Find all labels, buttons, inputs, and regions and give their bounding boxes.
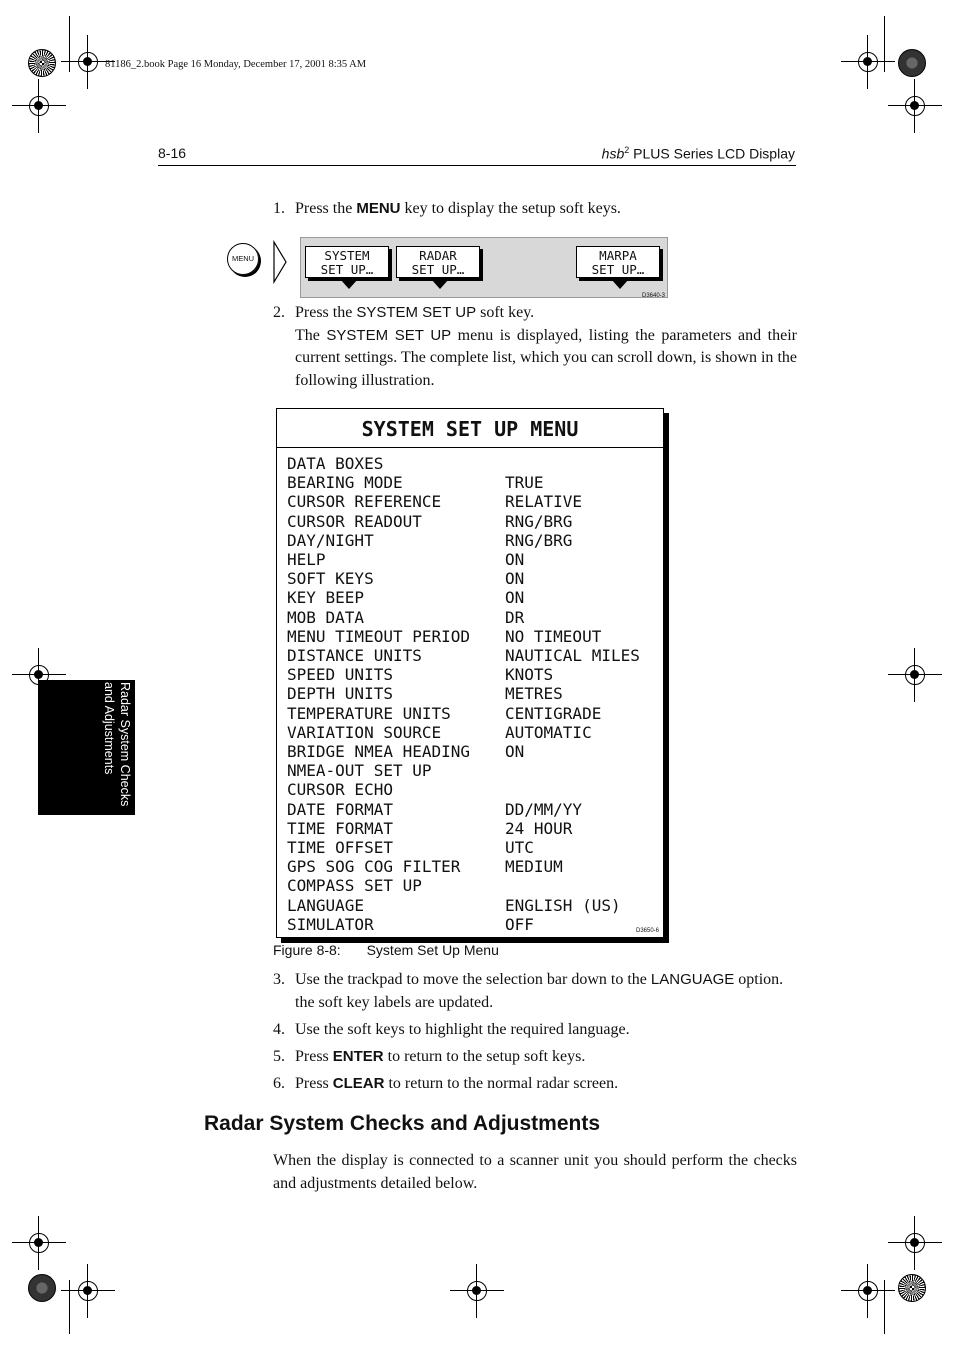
crosshair-mark (898, 658, 932, 692)
step-number: 3. (273, 971, 285, 988)
menu-row-label: COMPASS SET UP (287, 876, 422, 896)
step-number: 6. (273, 1075, 285, 1092)
menu-row-value: ON (505, 569, 525, 589)
menu-row-label: BEARING MODE (287, 473, 403, 493)
menu-key-icon (227, 243, 259, 275)
softkey-label: SET UP… (411, 262, 465, 277)
menu-row-label: MENU TIMEOUT PERIOD (287, 626, 471, 646)
menu-row[interactable] (287, 492, 583, 512)
menu-row[interactable] (287, 838, 534, 857)
figure-number: Figure 8-8: (273, 942, 341, 958)
menu-row[interactable] (287, 530, 573, 550)
menu-row[interactable] (287, 780, 393, 799)
step-text: Use the trackpad to move the selection bar down to the (295, 971, 651, 988)
menu-row-value: ENGLISH (US) (505, 895, 621, 915)
softkey-label: SYSTEM (324, 248, 370, 263)
step-text: Use the soft keys to highlight the required language. (295, 1021, 630, 1038)
menu-row[interactable] (287, 550, 525, 569)
chapter-side-tab (38, 680, 135, 815)
menu-row-label: DAY/NIGHT (287, 530, 374, 550)
section-heading: Radar System Checks and Adjustments (204, 1112, 601, 1135)
menu-row[interactable] (287, 684, 563, 704)
menu-name: SYSTEM SET UP (326, 326, 452, 344)
option-name: LANGUAGE (650, 971, 735, 988)
menu-row-value: UTC (505, 838, 534, 857)
crosshair-mark (460, 1274, 494, 1308)
menu-row-value: RNG/BRG (505, 511, 573, 531)
step-text: Press (295, 1075, 333, 1092)
running-title-sup: 2 (624, 145, 630, 155)
menu-row[interactable] (287, 569, 525, 589)
menu-row-label: TIME FORMAT (287, 818, 393, 838)
menu-row[interactable] (287, 761, 432, 780)
figure-caption (273, 942, 499, 958)
side-tab-line: Radar System Checks (118, 682, 132, 807)
menu-row-value: ON (505, 550, 525, 569)
menu-row[interactable] (287, 646, 640, 665)
menu-row[interactable] (287, 876, 422, 895)
softkey-strip (300, 237, 668, 298)
section-paragraph: When the display is connected to a scanner unit you should perform the checks and adjustments detailed below. (273, 1152, 797, 1192)
menu-row-label: MOB DATA (287, 607, 365, 627)
menu-row-value: CENTIGRADE (505, 703, 602, 723)
menu-row[interactable] (287, 742, 525, 761)
crosshair-mark (898, 89, 932, 123)
menu-row[interactable] (287, 626, 602, 646)
crop-line (69, 1280, 70, 1334)
menu-row-label: CURSOR REFERENCE (287, 492, 442, 512)
header-rule (158, 165, 796, 166)
step-text: soft key. (476, 304, 535, 321)
menu-row-label: DATA BOXES (287, 454, 384, 473)
figure-reference: D3650-6 (635, 928, 659, 934)
step-text: to return to the setup soft keys. (383, 1048, 586, 1065)
menu-row-value: RNG/BRG (505, 530, 573, 550)
running-title-rest: PLUS Series LCD Display (629, 145, 795, 162)
menu-row[interactable] (287, 454, 383, 473)
menu-row-value: ON (505, 742, 525, 761)
step-text: Press (295, 1048, 333, 1065)
crop-line (884, 1280, 885, 1334)
menu-row-label: DISTANCE UNITS (287, 646, 422, 665)
crosshair-mark (22, 89, 56, 123)
menu-row[interactable] (287, 473, 544, 493)
menu-row-label: SPEED UNITS (287, 665, 393, 685)
menu-row-label: TIME OFFSET (287, 838, 393, 857)
system-setup-menu (276, 408, 664, 938)
step-text: Press the (295, 200, 357, 217)
registration-sunburst-mark (28, 49, 56, 77)
menu-row[interactable] (287, 722, 592, 742)
side-tab-line: and Adjustments (102, 682, 116, 775)
menu-title: SYSTEM SET UP MENU (277, 409, 663, 448)
menu-row-label: CURSOR READOUT (287, 511, 422, 531)
page-number: 8-16 (158, 145, 187, 161)
softkey-system-setup[interactable] (305, 246, 389, 278)
menu-row-label: GPS SOG COG FILTER (287, 857, 461, 877)
menu-row-value: KNOTS (505, 665, 554, 685)
registration-tone-mark (898, 49, 926, 77)
menu-row[interactable] (287, 665, 554, 685)
menu-row-value: OFF (505, 914, 534, 934)
registration-tone-mark (28, 1274, 56, 1302)
step-number: 2. (273, 304, 285, 321)
running-title (602, 145, 795, 162)
crosshair-mark (22, 1226, 56, 1260)
menu-row-label: TEMPERATURE UNITS (287, 703, 451, 723)
menu-name: SYSTEM SET UP (356, 304, 477, 321)
softkey-label: SET UP… (320, 262, 374, 277)
step-number: 1. (273, 200, 285, 217)
menu-row[interactable] (287, 818, 573, 838)
key-name: MENU (356, 200, 401, 217)
menu-row-value: NO TIMEOUT (505, 626, 602, 646)
crop-line (884, 16, 885, 72)
menu-row-value: AUTOMATIC (505, 722, 592, 742)
crop-line (69, 16, 70, 72)
step-number: 4. (273, 1021, 285, 1038)
menu-row[interactable] (287, 511, 573, 531)
menu-row-value: MEDIUM (505, 857, 563, 877)
menu-row[interactable] (287, 588, 525, 608)
menu-row[interactable] (287, 914, 534, 934)
menu-row-label: VARIATION SOURCE (287, 722, 442, 742)
crosshair-mark (71, 1274, 105, 1308)
menu-row-label: SIMULATOR (287, 914, 374, 934)
softkey-label: MARPA (599, 248, 637, 263)
menu-row-value: TRUE (505, 473, 544, 493)
menu-row-label: KEY BEEP (287, 588, 365, 608)
menu-row-value: NAUTICAL MILES (505, 646, 640, 665)
menu-row[interactable] (287, 799, 583, 819)
menu-row-label: SOFT KEYS (287, 569, 374, 589)
menu-row-value: METRES (505, 684, 563, 704)
menu-row-value: 24 HOUR (505, 818, 573, 838)
menu-row-label: LANGUAGE (287, 895, 365, 915)
running-title-italic: hsb (601, 145, 625, 162)
menu-row-value: ON (505, 588, 525, 608)
step-text: Press the (295, 304, 357, 321)
menu-row[interactable] (287, 895, 621, 915)
menu-row[interactable] (287, 857, 563, 877)
key-name: ENTER (332, 1048, 384, 1065)
menu-row-value: RELATIVE (505, 492, 583, 512)
menu-row-label: CURSOR ECHO (287, 780, 393, 800)
key-name: CLEAR (332, 1075, 385, 1092)
step-text: The (295, 326, 327, 344)
crosshair-mark (898, 1226, 932, 1260)
softkey-radar-setup[interactable] (396, 246, 480, 278)
menu-row[interactable] (287, 607, 525, 627)
softkey-label: SET UP… (591, 262, 645, 277)
print-slug: 81186_2.book Page 16 Monday, December 17, 2001 8:35 AM (105, 59, 367, 70)
crosshair-mark (71, 45, 105, 79)
menu-row-value: DD/MM/YY (505, 799, 583, 819)
menu-row-value: DR (505, 607, 525, 627)
arrow-right-icon (272, 240, 288, 284)
menu-row-label: NMEA-OUT SET UP (287, 761, 432, 781)
step-number: 5. (273, 1048, 285, 1065)
step-text: option. the soft key labels are updated. (295, 971, 784, 1011)
step-text: key to display the setup soft keys. (400, 200, 621, 217)
softkey-label: RADAR (419, 248, 457, 263)
softkey-marpa-setup[interactable] (576, 246, 660, 278)
menu-row-label: HELP (287, 550, 326, 569)
crosshair-mark (851, 45, 885, 79)
figure-title: System Set Up Menu (366, 942, 499, 958)
menu-key-label: MENU (231, 254, 255, 263)
crosshair-mark (851, 1274, 885, 1308)
menu-row-label: DEPTH UNITS (287, 684, 393, 704)
menu-row[interactable] (287, 703, 602, 723)
step-text: to return to the normal radar screen. (384, 1075, 619, 1092)
figure-reference: D3640-3 (641, 293, 665, 299)
registration-sunburst-mark (898, 1274, 926, 1302)
menu-row-label: DATE FORMAT (287, 799, 393, 819)
step-text: menu is displayed, listing the parameters and their current settings. The complete list, which you can scroll down, is shown in the following illustration. (295, 326, 797, 389)
menu-row-label: BRIDGE NMEA HEADING (287, 742, 471, 761)
